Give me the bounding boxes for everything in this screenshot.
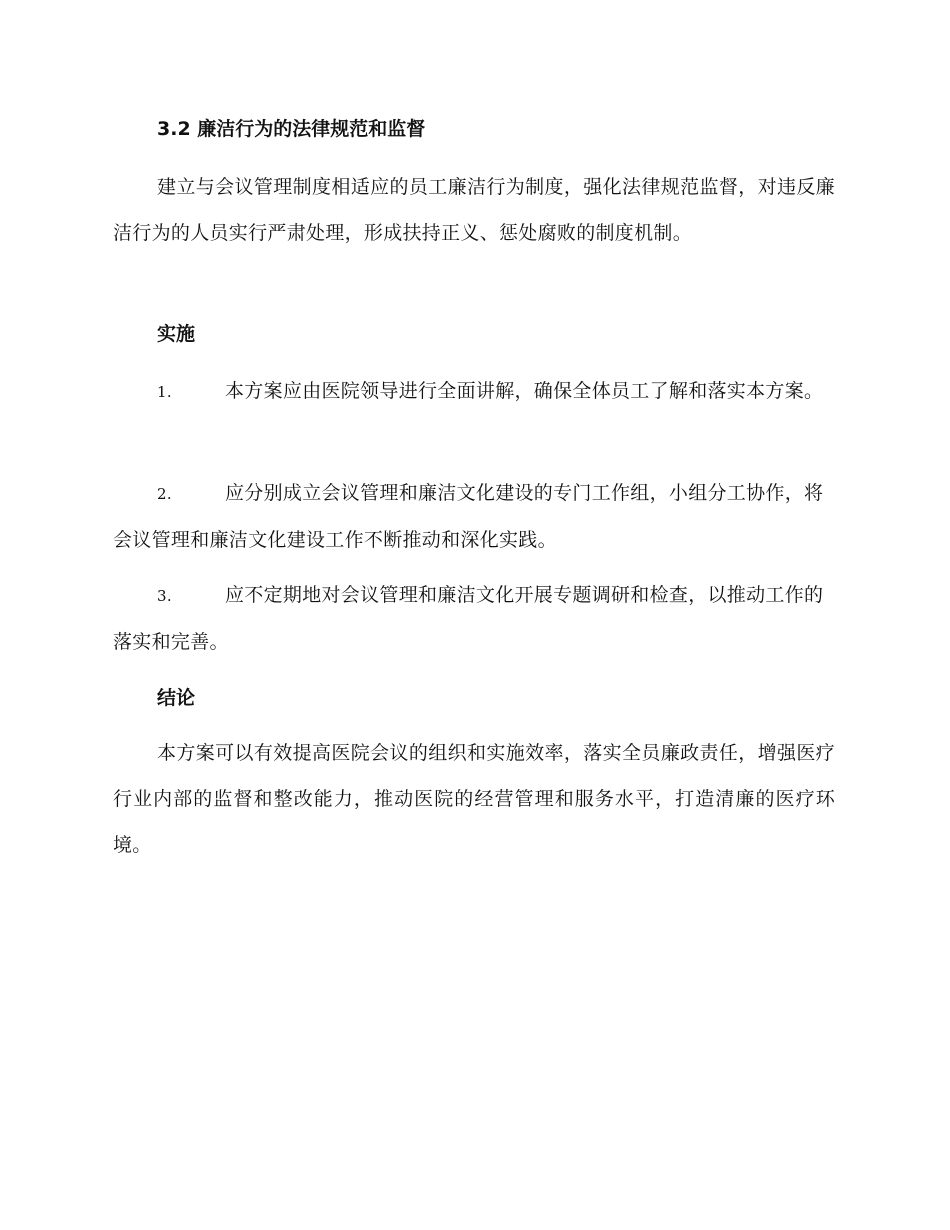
list-item-text: 本方案应由医院领导进行全面讲解，确保全体员工了解和落实本方案。 xyxy=(225,380,824,402)
implementation-heading: 实施 xyxy=(157,323,196,345)
list-number: 2. xyxy=(157,485,172,503)
section-paragraph: 建立与会议管理制度相适应的员工廉洁行为制度，强化法律规范监督，对违反廉洁行为的人员实行严肃处理，形成扶持正义、惩处腐败的制度机制。 xyxy=(113,176,835,244)
list-item-text: 应不定期地对会议管理和廉洁文化开展专题调研和检查，以推动工作的落实和完善。 xyxy=(113,584,824,653)
list-item xyxy=(113,470,835,563)
conclusion-paragraph: 本方案可以有效提高医院会议的组织和实施效率，落实全员廉政责任，增强医疗行业内部的监督和整改能力，推动医院的经营管理和服务水平，打造清廉的医疗环境。 xyxy=(113,742,835,856)
list-number: 1. xyxy=(157,383,172,401)
list-number: 3. xyxy=(157,587,172,605)
list-item-text: 应分别成立会议管理和廉洁文化建设的专门工作组，小组分工协作，将会议管理和廉洁文化建设工作不断推动和深化实践。 xyxy=(113,482,824,551)
list-item xyxy=(113,368,835,415)
conclusion-heading: 结论 xyxy=(157,687,196,709)
list-item xyxy=(113,572,835,665)
section-heading: 3.2 廉洁行为的法律规范和监督 xyxy=(157,118,426,140)
